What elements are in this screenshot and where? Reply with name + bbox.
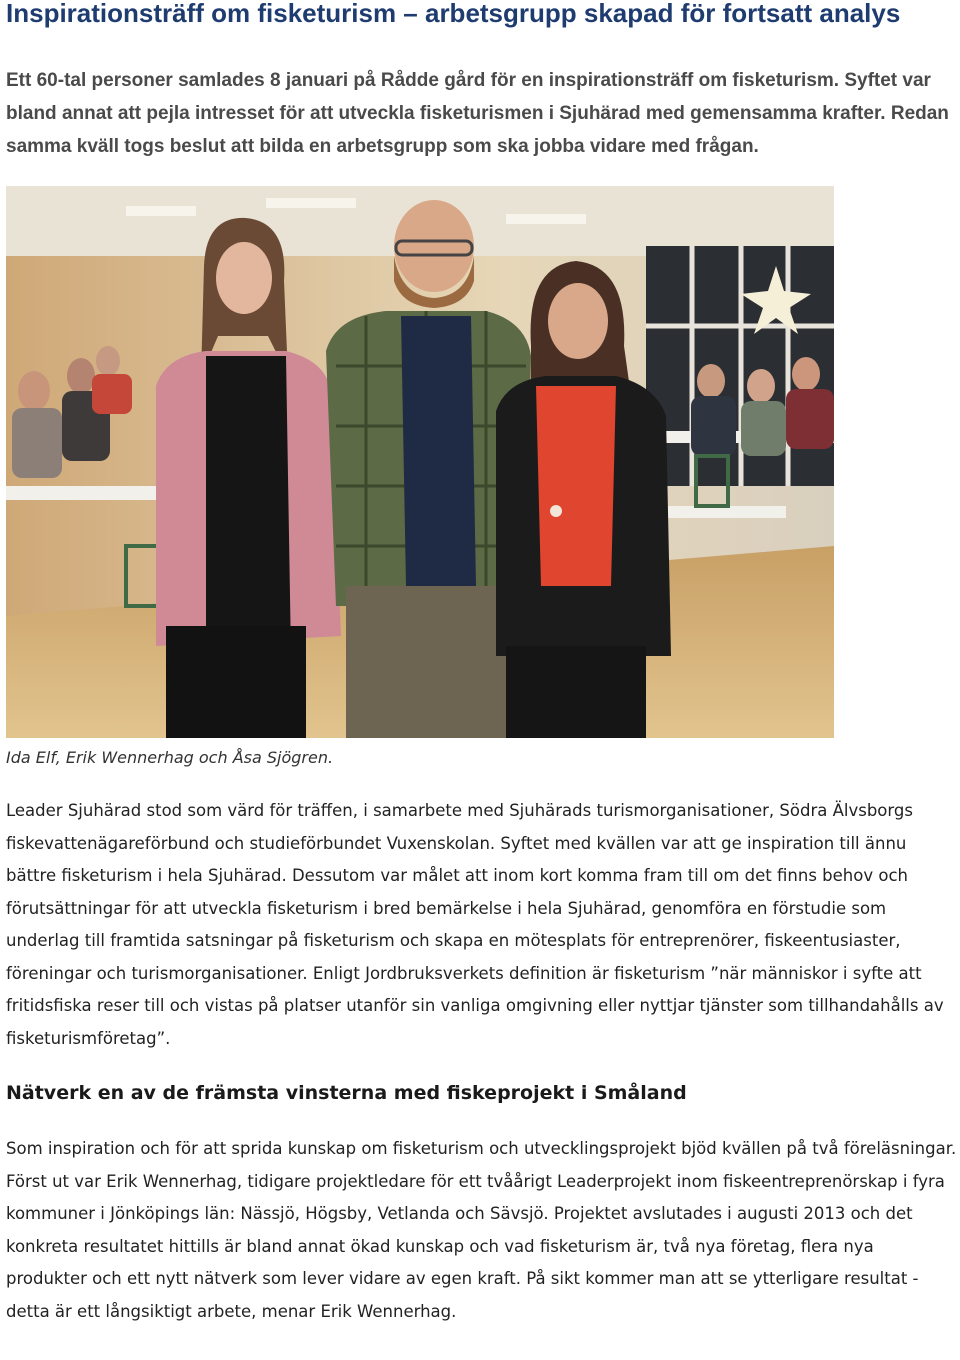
- photo-illustration: [6, 186, 834, 738]
- body-paragraph-2: Som inspiration och för att sprida kunskap om fisketurism och utvecklingsprojekt bjöd kvällen på två föreläsningar. Först ut var Erik Wennerhag, tidigare projektledare för ett tvåårigt Leaderprojekt inom fiskeentreprenörskap i fyra kommuner i Jönköpings län: Nässjö, Högsby, Vetlanda och Sävsjö. Projektet avslutades i augusti 2013 och det konkreta resultatet hittills är bland annat ökad kunskap och vad fisketurism är, två nya företag, flera nya produkter och ett nytt nätverk som lever vidare av egen kraft. På sikt kommer man att se ytterligare resultat - detta är ett långsiktigt arbete, menar Erik Wennerhag.: [6, 1139, 957, 1321]
- article-lead: Ett 60-tal personer samlades 8 januari på Rådde gård för en inspirationsträff om fisketurism. Syftet var bland annat att pejla intresset för att utveckla fisketurismen i Sjuhärad med gemensamma krafter. Redan samma kväll togs beslut att bilda en arbetsgrupp som ska jobba vidare med frågan.: [6, 70, 949, 157]
- article-title: Inspirationsträff om fisketurism – arbetsgrupp skapad för fortsatt analys: [6, 0, 901, 28]
- section-subheading: Nätverk en av de främsta vinsterna med fiskeprojekt i Småland: [6, 1082, 687, 1104]
- body-paragraph-1: Leader Sjuhärad stod som värd för träffen, i samarbete med Sjuhärads turismorganisationer, Södra Älvsborgs fiskevattenägareförbund och studieförbundet Vuxenskolan. Syftet med kvällen var att ge inspiration till ännu bättre fisketurism i hela Sjuhärad. Dessutom var målet att inom kort komma fram till om det finns behov och förutsättningar för att utveckla fisketurism i bred bemärkelse i hela Sjuhärad, genomföra en förstudie som underlag till framtida satsningar på fisketurism och skapa en mötesplats för entreprenörer, fiskeentusiaster, föreningar och turismorganisationer. Enligt Jordbruksverkets definition är fisketurism ”när människor i syfte att fritidsfiska reser till och vistas på platser utanför sin vanliga omgivning eller nyttjar tjänster som tillhandahålls av fisketurismföretag”.: [6, 801, 944, 1048]
- article-photo: [6, 186, 834, 738]
- photo-caption: Ida Elf, Erik Wennerhag och Åsa Sjögren.: [6, 748, 334, 767]
